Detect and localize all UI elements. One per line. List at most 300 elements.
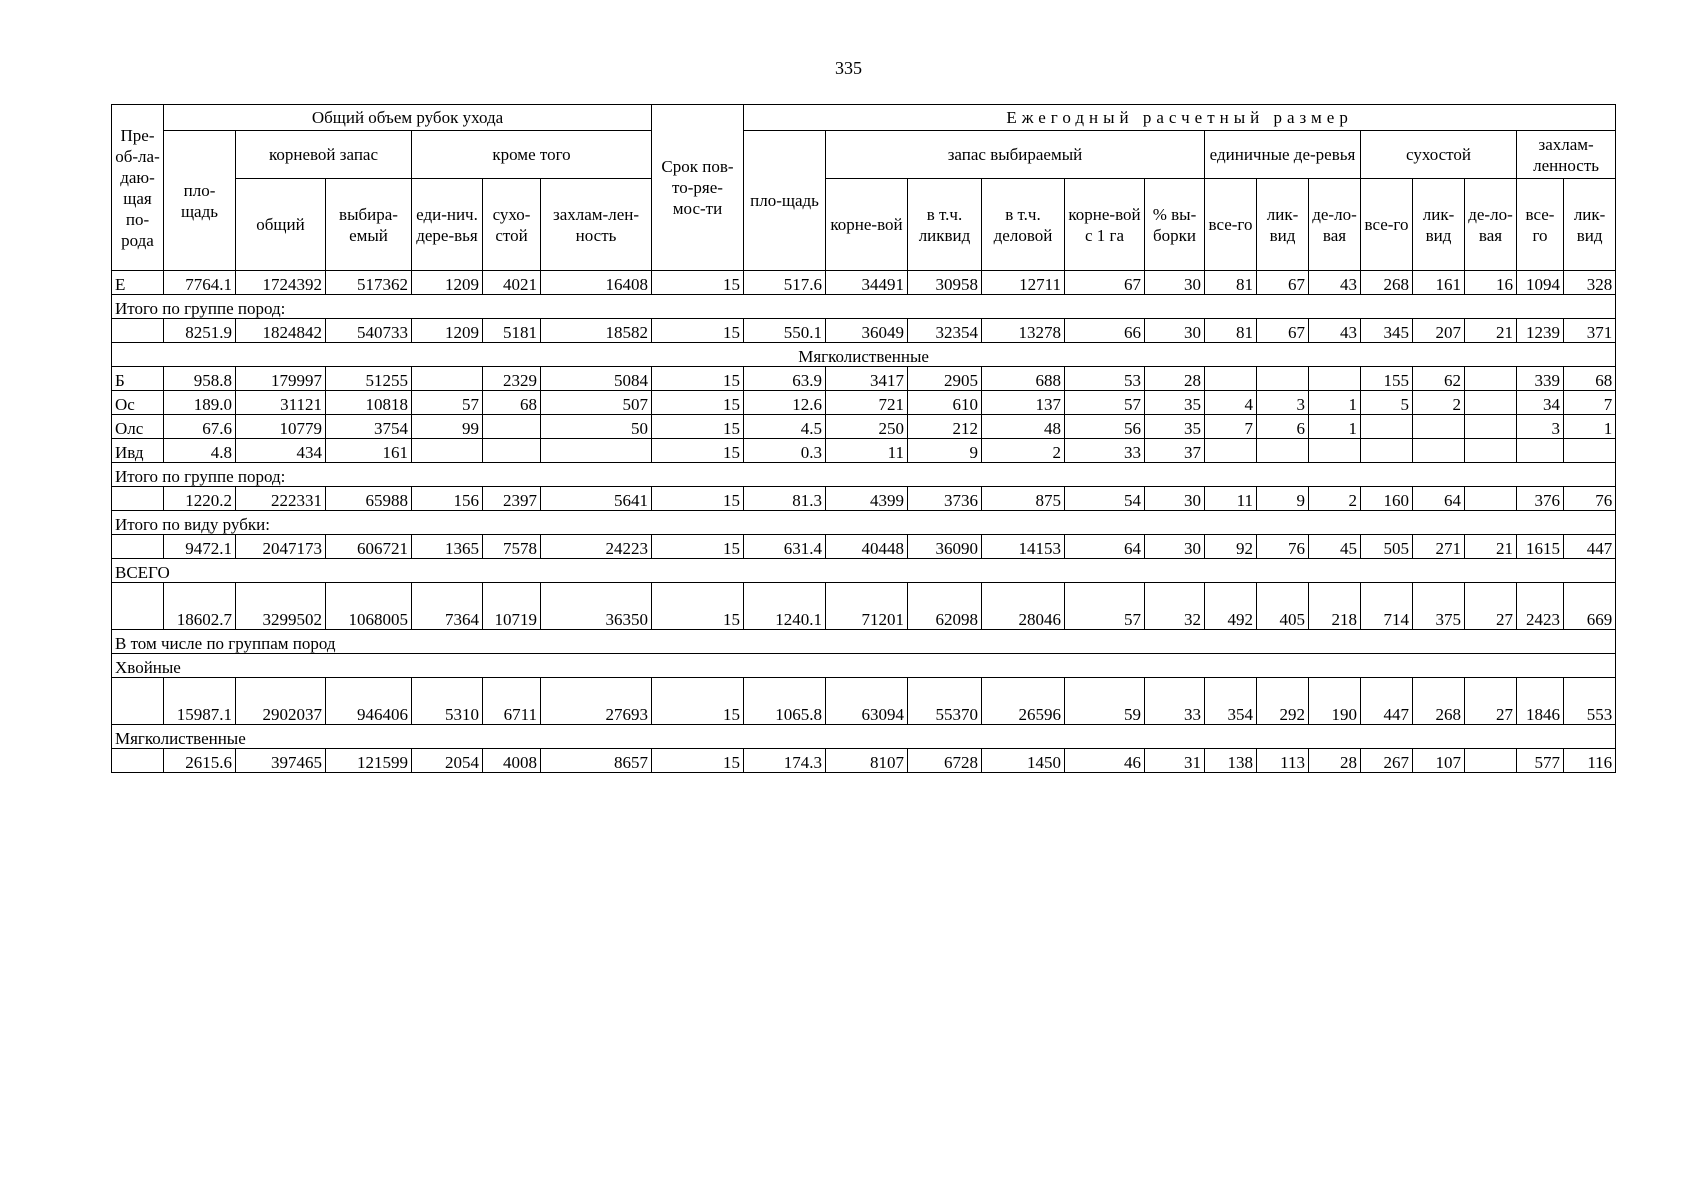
table-cell: 32 [1145,583,1205,630]
table-cell: 9 [908,439,982,463]
section-row [112,343,1616,367]
table-cell: 12.6 [744,391,826,415]
table-cell: 2905 [908,367,982,391]
table-cell: 161 [326,439,412,463]
table-cell: 292 [1257,678,1309,725]
table-cell: 339 [1517,367,1564,391]
header-clutter-group: захлам-ленность [1517,131,1616,179]
table-cell: 5181 [483,319,541,343]
table-cell: 30 [1145,319,1205,343]
table-cell: 3299502 [236,583,326,630]
header-root-per-ha: корне-вой с 1 га [1065,179,1145,271]
table-cell: 16 [1465,271,1517,295]
header-root-total: общий [236,179,326,271]
table-cell: 59 [1065,678,1145,725]
table-cell: 30 [1145,535,1205,559]
table-cell: 8251.9 [164,319,236,343]
table-cell: 13278 [982,319,1065,343]
table-row [112,749,1616,773]
table-cell: 16408 [541,271,652,295]
table-cell: 6 [1257,415,1309,439]
table-cell: 207 [1413,319,1465,343]
table-cell: 1724392 [236,271,326,295]
table-cell [483,439,541,463]
header-species: Пре-об-ла-даю-щая по-рода [112,105,164,271]
table-cell: 1240.1 [744,583,826,630]
table-cell [1465,367,1517,391]
table-cell: 267 [1361,749,1413,773]
species-cell: Е [112,271,164,295]
table-body [112,271,1616,773]
table-cell: 3754 [326,415,412,439]
table-cell: 15 [652,415,744,439]
section-label: Мягколиственные [112,725,1616,749]
species-cell: Ос [112,391,164,415]
table-row [112,535,1616,559]
table-cell: 156 [412,487,483,511]
table-cell: 6711 [483,678,541,725]
header-deadwood: сухо-стой [483,179,541,271]
forestry-table [111,104,1616,773]
table-cell: 2902037 [236,678,326,725]
table-cell: 30 [1145,487,1205,511]
header-single-business: де-ло-вая [1309,179,1361,271]
header-area: пло-щадь [164,131,236,271]
section-label: Хвойные [112,654,1616,678]
table-cell: 1220.2 [164,487,236,511]
table-cell: 1365 [412,535,483,559]
table-cell [1205,367,1257,391]
table-cell: 15 [652,319,744,343]
table-cell: 507 [541,391,652,415]
table-cell: 18582 [541,319,652,343]
section-row [112,463,1616,487]
table-cell [1465,415,1517,439]
table-cell: 55370 [908,678,982,725]
table-cell: 53 [1065,367,1145,391]
header-dead-liquid: лик-вид [1413,179,1465,271]
table-cell: 577 [1517,749,1564,773]
table-row [112,678,1616,725]
table-cell: 50 [541,415,652,439]
section-row [112,295,1616,319]
table-cell: 51255 [326,367,412,391]
table-cell: 43 [1309,271,1361,295]
table-cell [1465,391,1517,415]
table-cell: 328 [1564,271,1616,295]
table-cell: 505 [1361,535,1413,559]
table-cell: 31121 [236,391,326,415]
header-deadwood-group: сухостой [1361,131,1517,179]
table-cell: 6728 [908,749,982,773]
table-cell: 2 [1309,487,1361,511]
table-cell: 116 [1564,749,1616,773]
table-cell: 1094 [1517,271,1564,295]
table-cell: 10779 [236,415,326,439]
table-cell: 4 [1205,391,1257,415]
table-cell: 18602.​7 [164,583,236,630]
table-cell: 1824842 [236,319,326,343]
table-cell: 81.3 [744,487,826,511]
table-cell: 875 [982,487,1065,511]
table-cell: 1065.8 [744,678,826,725]
table-cell: 57 [1065,583,1145,630]
table-cell: 2 [1413,391,1465,415]
table-cell: 1 [1309,391,1361,415]
table-cell: 62 [1413,367,1465,391]
table-cell: 2615.6 [164,749,236,773]
table-cell: 7 [1564,391,1616,415]
table-cell: 66 [1065,319,1145,343]
section-row [112,725,1616,749]
table-cell: 517.6 [744,271,826,295]
header-single-total: все-го [1205,179,1257,271]
table-cell [1309,439,1361,463]
page-number: 335 [835,58,862,78]
table-cell [483,415,541,439]
header-dead-total: все-го [1361,179,1413,271]
table-cell: 30958 [908,271,982,295]
table-cell: 48 [982,415,1065,439]
table-cell: 4008 [483,749,541,773]
header-root-stock: корневой запас [236,131,412,179]
table-row [112,367,1616,391]
table-cell: 5641 [541,487,652,511]
table-cell: 36049 [826,319,908,343]
table-cell: 1 [1564,415,1616,439]
table-cell [1257,439,1309,463]
table-cell: 81 [1205,319,1257,343]
table-cell: 15 [652,583,744,630]
table-cell: 107 [1413,749,1465,773]
table-cell: 24223 [541,535,652,559]
header-clutter-total: все-го [1517,179,1564,271]
table-cell: 15 [652,487,744,511]
table-cell [1413,439,1465,463]
table-cell: 15 [652,749,744,773]
table-cell: 56 [1065,415,1145,439]
table-cell: 54 [1065,487,1145,511]
table-cell: 222331 [236,487,326,511]
table-cell: 64 [1413,487,1465,511]
table-cell: 2047173 [236,535,326,559]
table-cell: 2 [982,439,1065,463]
species-cell [112,535,164,559]
header-total-volume: Общий объем рубок ухода [164,105,652,131]
table-cell: 15 [652,367,744,391]
table-cell: 8657 [541,749,652,773]
table-cell: 1209 [412,319,483,343]
table-cell: 3 [1257,391,1309,415]
table-cell: 946406 [326,678,412,725]
table-cell: 33 [1145,678,1205,725]
table-cell: 28 [1309,749,1361,773]
table-cell: 63094 [826,678,908,725]
table-cell: 550.1 [744,319,826,343]
table-cell: 62098 [908,583,982,630]
header-single-trees: еди-нич. дере-вья [412,179,483,271]
table-cell: 9472.1 [164,535,236,559]
section-row [112,511,1616,535]
section-label: Итого по группе пород: [112,295,1616,319]
table-cell: 15 [652,678,744,725]
table-cell: 721 [826,391,908,415]
table-cell: 1846 [1517,678,1564,725]
header-clutter: захлам-лен-ность [541,179,652,271]
table-cell: 28046 [982,583,1065,630]
table-cell: 12711 [982,271,1065,295]
table-cell: 21 [1465,535,1517,559]
table-cell: 345 [1361,319,1413,343]
table-cell: 669 [1564,583,1616,630]
table-cell: 57 [1065,391,1145,415]
table-cell: 434 [236,439,326,463]
table-cell: 9 [1257,487,1309,511]
table-cell: 4399 [826,487,908,511]
table-cell: 2423 [1517,583,1564,630]
table-cell: 1450 [982,749,1065,773]
table-cell: 27693 [541,678,652,725]
species-cell [112,487,164,511]
table-cell: 212 [908,415,982,439]
table-cell: 45 [1309,535,1361,559]
table-cell [412,367,483,391]
table-cell: 71201 [826,583,908,630]
table-row [112,391,1616,415]
header-period: Срок пов- то-ряе- мос-ти [652,105,744,271]
table-cell: 179997 [236,367,326,391]
table-cell: 92 [1205,535,1257,559]
species-cell [112,319,164,343]
table-cell: 81 [1205,271,1257,295]
header-annual-area: пло-щадь [744,131,826,271]
table-cell: 606721 [326,535,412,559]
table-row [112,271,1616,295]
table-cell: 7 [1205,415,1257,439]
table-cell: 63.9 [744,367,826,391]
table-cell: 250 [826,415,908,439]
table-cell: 33 [1065,439,1145,463]
section-row [112,630,1616,654]
species-cell [112,749,164,773]
table-cell [1205,439,1257,463]
section-label: В том числе по группам пород [112,630,1616,654]
table-cell: 4.5 [744,415,826,439]
table-cell: 28 [1145,367,1205,391]
table-cell: 517362 [326,271,412,295]
table-cell: 15987.​1 [164,678,236,725]
table-cell: 138 [1205,749,1257,773]
table-cell: 4021 [483,271,541,295]
table-cell: 2329 [483,367,541,391]
table-cell [1361,439,1413,463]
table-cell: 68 [483,391,541,415]
table-cell: 492 [1205,583,1257,630]
table-cell: 958.8 [164,367,236,391]
header-incl-business: в т.ч. деловой [982,179,1065,271]
header-single-liquid: лик-вид [1257,179,1309,271]
table-cell: 30 [1145,271,1205,295]
table-cell: 10719 [483,583,541,630]
table-cell [1257,367,1309,391]
table-cell: 35 [1145,391,1205,415]
table-cell: 160 [1361,487,1413,511]
table-cell: 8107 [826,749,908,773]
species-cell [112,583,164,630]
table-cell: 64 [1065,535,1145,559]
table-cell: 2054 [412,749,483,773]
table-cell: 46 [1065,749,1145,773]
table-cell: 174.3 [744,749,826,773]
table-cell: 32354 [908,319,982,343]
table-row [112,439,1616,463]
table-cell: 1239 [1517,319,1564,343]
table-cell: 1209 [412,271,483,295]
table-cell: 3 [1517,415,1564,439]
table-cell: 76 [1564,487,1616,511]
table-cell: 7364 [412,583,483,630]
table-cell: 36090 [908,535,982,559]
table-cell: 1068005 [326,583,412,630]
table-cell: 189.0 [164,391,236,415]
table-row [112,415,1616,439]
table-cell: 37 [1145,439,1205,463]
table-cell: 15 [652,439,744,463]
table-cell [1564,439,1616,463]
table-cell: 7764.1 [164,271,236,295]
table-row [112,487,1616,511]
table-cell: 15 [652,271,744,295]
table-cell: 67 [1257,271,1309,295]
table-cell: 4.8 [164,439,236,463]
species-cell: Б [112,367,164,391]
table-cell: 11 [826,439,908,463]
section-label: Мягколиственные [112,343,1616,367]
species-cell: Ивд [112,439,164,463]
table-cell: 76 [1257,535,1309,559]
table-cell: 34 [1517,391,1564,415]
section-row [112,654,1616,678]
header-stock-selected: запас выбираемый [826,131,1205,179]
table-cell: 354 [1205,678,1257,725]
table-cell: 15 [652,391,744,415]
table-cell: 397465 [236,749,326,773]
table-cell: 3736 [908,487,982,511]
table-cell: 190 [1309,678,1361,725]
table-cell: 155 [1361,367,1413,391]
table-cell: 371 [1564,319,1616,343]
header-root: корне-вой [826,179,908,271]
table-header [112,105,1616,271]
header-annual: Ежегодный расчетный размер [744,105,1616,131]
table-cell: 268 [1413,678,1465,725]
table-cell: 218 [1309,583,1361,630]
table-cell: 65988 [326,487,412,511]
table-cell: 688 [982,367,1065,391]
table-cell [1309,367,1361,391]
table-cell: 405 [1257,583,1309,630]
section-row [112,559,1616,583]
table-row [112,583,1616,630]
table-cell: 2397 [483,487,541,511]
table-cell: 376 [1517,487,1564,511]
table-cell [412,439,483,463]
table-cell: 26596 [982,678,1065,725]
table-cell [1465,487,1517,511]
table-cell: 3417 [826,367,908,391]
table-cell: 268 [1361,271,1413,295]
table-cell: 271 [1413,535,1465,559]
table-cell: 11 [1205,487,1257,511]
table-row [112,319,1616,343]
table-cell: 113 [1257,749,1309,773]
table-cell: 99 [412,415,483,439]
header-dead-business: де-ло-вая [1465,179,1517,271]
header-clutter-liquid: лик-вид [1564,179,1616,271]
header-pct-selection: % вы-борки [1145,179,1205,271]
table-cell: 137 [982,391,1065,415]
table-cell: 5310 [412,678,483,725]
table-cell: 27 [1465,678,1517,725]
table-cell: 375 [1413,583,1465,630]
table-cell: 10818 [326,391,412,415]
table-cell [1465,439,1517,463]
table-cell: 610 [908,391,982,415]
header-besides: кроме того [412,131,652,179]
table-cell: 121599 [326,749,412,773]
table-cell: 67 [1065,271,1145,295]
table-cell: 14153 [982,535,1065,559]
table-cell: 5 [1361,391,1413,415]
table-cell: 27 [1465,583,1517,630]
table-cell [541,439,652,463]
table-cell: 161 [1413,271,1465,295]
table-cell: 43 [1309,319,1361,343]
table-cell: 1615 [1517,535,1564,559]
table-cell: 553 [1564,678,1616,725]
table-cell: 36350 [541,583,652,630]
table-cell [1517,439,1564,463]
species-cell: Олс [112,415,164,439]
table-cell [1465,749,1517,773]
table-cell [1413,415,1465,439]
table-cell: 540733 [326,319,412,343]
table-cell: 714 [1361,583,1413,630]
table-cell: 21 [1465,319,1517,343]
table-cell: 5084 [541,367,652,391]
table-cell: 447 [1361,678,1413,725]
section-label: ВСЕГО [112,559,1616,583]
table-cell: 67.6 [164,415,236,439]
table-cell: 0.3 [744,439,826,463]
table-cell: 67 [1257,319,1309,343]
table-cell: 34491 [826,271,908,295]
table-cell: 7578 [483,535,541,559]
section-label: Итого по виду рубки: [112,511,1616,535]
header-single-trees-group: единичные де-ревья [1205,131,1361,179]
table-cell: 1 [1309,415,1361,439]
header-root-selected: выбира-емый [326,179,412,271]
table-cell: 40448 [826,535,908,559]
species-cell [112,678,164,725]
table-cell: 35 [1145,415,1205,439]
table-cell: 57 [412,391,483,415]
table-cell: 447 [1564,535,1616,559]
section-label: Итого по группе пород: [112,463,1616,487]
table-cell: 15 [652,535,744,559]
table-cell: 31 [1145,749,1205,773]
header-incl-liquid: в т.ч. ликвид [908,179,982,271]
